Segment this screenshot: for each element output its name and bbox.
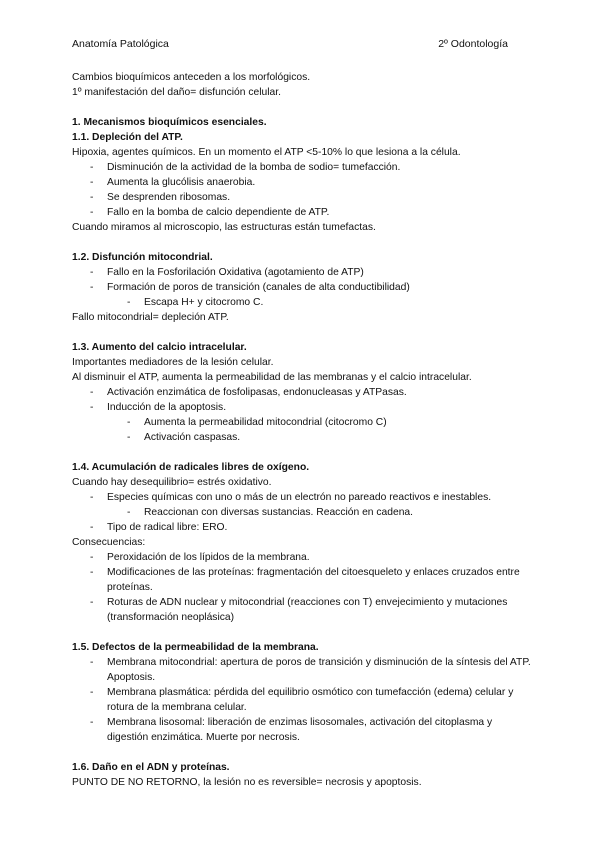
paragraph: Consecuencias:: [72, 537, 146, 548]
list-item: - Activación enzimática de fosfolipasas, endonucleasas y ATPasas.: [72, 385, 532, 400]
page-header: [72, 37, 508, 52]
list-item: - Roturas de ADN nuclear y mitocondrial (reacciones con T) envejecimiento y mutaciones (transformación neoplásica): [72, 595, 532, 625]
list-item: - Membrana plasmática: pérdida del equilibrio osmótico con tumefacción (edema) celular y rotura de la membrana celular.: [72, 685, 532, 715]
subsection-title: 1.3. Aumento del calcio intracelular.: [72, 342, 247, 353]
bullet-list: [72, 655, 532, 745]
paragraph: Importantes mediadores de la lesión celular.: [72, 357, 274, 368]
paragraph: PUNTO DE NO RETORNO, la lesión no es reversible= necrosis y apoptosis.: [72, 777, 422, 788]
sub-list-item: - Activación caspasas.: [72, 430, 532, 445]
document-body: [72, 70, 532, 790]
sub-list-item: - Reaccionan con diversas sustancias. Reacción en cadena.: [72, 505, 532, 520]
list-item: - Fallo en la Fosforilación Oxidativa (agotamiento de ATP): [72, 265, 532, 280]
subsection-title: 1.5. Defectos de la permeabilidad de la membrana.: [72, 642, 319, 653]
bullet-list: [72, 550, 532, 625]
intro-line: 1º manifestación del daño= disfunción celular.: [72, 87, 281, 98]
bullet-list: [72, 385, 532, 445]
sub-list-item: - Escapa H+ y citocromo C.: [72, 295, 532, 310]
list-item: - Modificaciones de las proteínas: fragmentación del citoesqueleto y enlaces cruzados entre proteínas.: [72, 565, 532, 595]
list-item: - Disminución de la actividad de la bomba de sodio= tumefacción.: [72, 160, 532, 175]
intro-line: Cambios bioquímicos anteceden a los morfológicos.: [72, 72, 311, 83]
subsection-title: 1.1. Depleción del ATP.: [72, 132, 183, 143]
paragraph: Al disminuir el ATP, aumenta la permeabilidad de las membranas y el calcio intracelular.: [72, 372, 472, 383]
header-subject: Anatomía Patológica: [72, 38, 169, 50]
section-title: 1. Mecanismos bioquímicos esenciales.: [72, 117, 267, 128]
subsection-title: 1.2. Disfunción mitocondrial.: [72, 252, 213, 263]
list-item: - Inducción de la apoptosis.: [72, 400, 532, 415]
paragraph: Cuando hay desequilibrio= estrés oxidativo.: [72, 477, 272, 488]
paragraph: Hipoxia, agentes químicos. En un momento el ATP <5-10% lo que lesiona a la célula.: [72, 147, 461, 158]
list-item: - Formación de poros de transición (canales de alta conductibilidad): [72, 280, 532, 295]
list-item: - Peroxidación de los lípidos de la membrana.: [72, 550, 532, 565]
subsection-title: 1.6. Daño en el ADN y proteínas.: [72, 762, 230, 773]
bullet-list: [72, 265, 532, 310]
list-item: - Aumenta la glucólisis anaerobia.: [72, 175, 532, 190]
list-item: - Membrana mitocondrial: apertura de poros de transición y disminución de la síntesis del ATP. Apoptosis.: [72, 655, 532, 685]
sub-list-item: - Aumenta la permeabilidad mitocondrial (citocromo C): [72, 415, 532, 430]
list-item: - Tipo de radical libre: ERO.: [72, 520, 532, 535]
list-item: - Se desprenden ribosomas.: [72, 190, 532, 205]
bullet-list: [72, 160, 532, 220]
paragraph: Cuando miramos al microscopio, las estructuras están tumefactas.: [72, 222, 376, 233]
bullet-list: [72, 490, 532, 535]
header-course: 2º Odontología: [438, 38, 508, 50]
subsection-title: 1.4. Acumulación de radicales libres de oxígeno.: [72, 462, 310, 473]
list-item: - Membrana lisosomal: liberación de enzimas lisosomales, activación del citoplasma y digestión enzimática. Muerte por necrosis.: [72, 715, 532, 745]
list-item: - Especies químicas con uno o más de un electrón no pareado reactivos e inestables.: [72, 490, 532, 505]
list-item: - Fallo en la bomba de calcio dependiente de ATP.: [72, 205, 532, 220]
paragraph: Fallo mitocondrial= depleción ATP.: [72, 312, 229, 323]
